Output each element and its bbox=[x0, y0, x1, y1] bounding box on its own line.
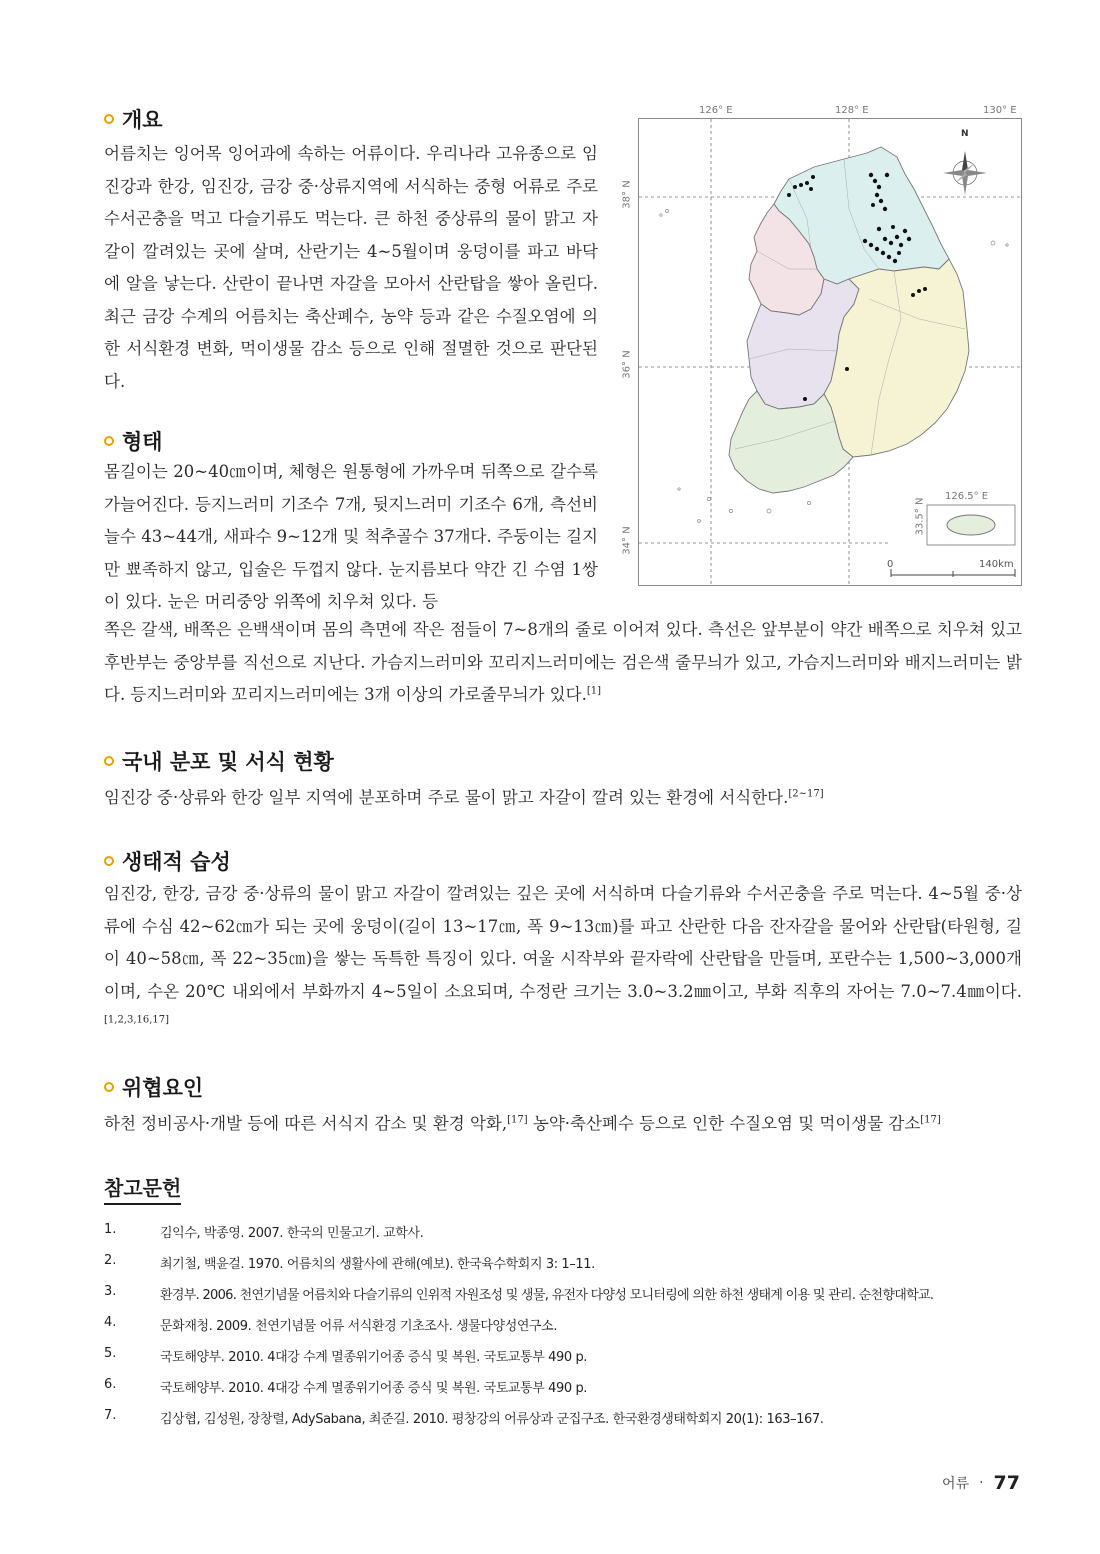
reference-item bbox=[104, 1346, 1024, 1377]
reference-item bbox=[104, 1284, 1024, 1315]
reference-item bbox=[104, 1377, 1024, 1408]
morphology-text-b-body: 쪽은 갈색, 배쪽은 은백색이며 몸의 측면에 작은 점들이 7~8개의 줄로 이어져 있다. 측선은 앞부분이 약간 배쪽으로 치우쳐 있고 후반부는 중앙부를 직선으로 지난다. 가슴지느러미와 꼬리지느러미에는 검은색 줄무늬가 있고, 가슴지느러미와 배지느러미는 밝다. 등지느러미와 꼬리지느러미에는 3개 이상의 가로줄무늬가 있다. bbox=[104, 620, 1022, 704]
section-title-distribution bbox=[104, 746, 334, 776]
overview-text: 어름치는 잉어목 잉어과에 속하는 어류이다. 우리나라 고유종으로 임진강과 한강, 임진강, 금강 중·상류지역에 서식하는 중형 어류로 주로 수서곤충을 먹고 다슬기류도 먹는다. 큰 하천 중상류의 물이 맑고 자갈이 깔려있는 곳에 살며, 산란기는 4~5월이며 웅덩이를 파고 바닥에 알을 낳는다. 산란이 끝나면 자갈을 모아서 산란탑을 쌓아 올린다. 최근 금강 수계의 어름치는 축산폐수, 농약 등과 같은 수질오염에 의한 서식환경 변화, 먹이생물 감소 등으로 인해 절멸한 것으로 판단된다. bbox=[104, 144, 598, 391]
reference-item bbox=[104, 1408, 1024, 1439]
map-svg bbox=[639, 119, 1021, 585]
reference-number: 3. bbox=[104, 1284, 117, 1299]
section-title-morphology bbox=[104, 426, 163, 456]
distribution-text-body: 임진강 중·상류와 한강 일부 지역에 분포하며 주로 물이 맑고 자갈이 깔려 있는 환경에 서식한다. bbox=[104, 788, 789, 807]
section-title-overview bbox=[104, 104, 163, 134]
ecology-text-body: 임진강, 한강, 금강 중·상류의 물이 맑고 자갈이 깔려있는 깊은 곳에 서식하며 다슬기류와 수서곤충을 주로 먹는다. 4~5월 중·상류에 수심 42~62㎝가 되는 곳에 웅덩이(길이 13~17㎝, 폭 9~13㎝)를 파고 산란한 다음 잔자갈을 물어와 산란탑(타원형, 길이 40~58㎝, 폭 22~35㎝)을 쌓는 독특한 특징이 있다. 여울 시작부와 끝자락에 산란탑을 만들며, 포란수는 1,500~3,000개이며, 수온 20℃ 내외에서 부화까지 4~5일이 소요되며, 수정란 크기는 3.0~3.2㎜이고, 부화 직후의 자어는 7.0~7.4㎜이다. bbox=[104, 884, 1022, 1001]
reference-text: 문화재청. 2009. 천연기념물 어류 서식환경 기초조사. 생물다양성연구소. bbox=[160, 1319, 558, 1334]
footer-separator: · bbox=[979, 1475, 984, 1491]
scale-end-label: 140km bbox=[979, 559, 1014, 570]
inset-lon-label: 126.5° E bbox=[945, 491, 989, 502]
morphology-text-a: 몸길이는 20~40㎝이며, 체형은 원통형에 가까우며 뒤쪽으로 갈수록 가늘어진다. 등지느러미 기조수 7개, 뒷지느러미 기조수 6개, 측선비늘수 43~44개, 새파수 9~12개 및 척추골수 37개다. 주둥이는 길지만 뾰족하지 않고, 입술은 두껍지 않다. 눈지름보다 약간 긴 수염 1쌍이 있다. 눈은 머리중앙 위쪽에 치우쳐 있다. 등 bbox=[104, 462, 598, 611]
lat-label: 36° N bbox=[621, 350, 633, 379]
reference-number: 2. bbox=[104, 1253, 117, 1268]
reference-item bbox=[104, 1315, 1024, 1346]
reference-number: 7. bbox=[104, 1408, 117, 1423]
bullet-icon bbox=[104, 756, 114, 766]
morphology-text-b bbox=[104, 614, 1022, 712]
section-title-text: 위협요인 bbox=[122, 1076, 204, 1100]
lon-label: 130° E bbox=[983, 105, 1017, 116]
section-title-threats bbox=[104, 1072, 203, 1102]
jeju-island bbox=[947, 515, 995, 535]
citation: [1,2,3,16,17] bbox=[104, 1014, 170, 1026]
references-title: 참고문헌 bbox=[104, 1172, 181, 1205]
reference-number: 6. bbox=[104, 1377, 117, 1392]
reference-text: 최기철, 백윤걸. 1970. 어름치의 생활사에 관해(예보). 한국육수학회지 3: 1–11. bbox=[160, 1257, 595, 1272]
distribution-text bbox=[104, 782, 1022, 815]
section-title-text: 국내 분포 및 서식 현황 bbox=[122, 750, 334, 774]
section-title-text: 생태적 습성 bbox=[122, 850, 231, 874]
lat-label: 34° N bbox=[621, 526, 633, 555]
north-label: N bbox=[961, 129, 969, 139]
citation: [17] bbox=[507, 1114, 528, 1126]
citation: [17] bbox=[920, 1114, 941, 1126]
reference-text: 환경부. 2006. 천연기념물 어름치와 다슬기류의 인위적 자원조성 및 생물, 유전자 다양성 모니터링에 의한 하천 생태계 이용 및 관리. 순천향대학교. bbox=[160, 1288, 934, 1303]
inset-lat-label: 33.5° N bbox=[914, 497, 926, 536]
page-footer bbox=[942, 1472, 1020, 1494]
bullet-icon bbox=[104, 1082, 114, 1092]
reference-text: 국토해양부. 2010. 4대강 수계 멸종위기어종 증식 및 복원. 국토교통부 490 p. bbox=[160, 1350, 588, 1365]
reference-text: 국토해양부. 2010. 4대강 수계 멸종위기어종 증식 및 복원. 국토교통부 490 p. bbox=[160, 1381, 588, 1396]
lat-label: 38° N bbox=[621, 180, 633, 209]
citation: [1] bbox=[586, 685, 601, 697]
section-title-text: 개요 bbox=[122, 108, 163, 132]
page-number: 77 bbox=[993, 1472, 1020, 1494]
section-title-text: 형태 bbox=[122, 430, 163, 454]
scale-start-label: 0 bbox=[887, 559, 894, 570]
reference-text: 김상협, 김성원, 장창렬, AdySabana, 최준길. 2010. 평창강의 어류상과 군집구조. 한국환경생태학회지 20(1): 163–167. bbox=[160, 1412, 824, 1427]
reference-list bbox=[104, 1222, 1024, 1439]
section-title-ecology bbox=[104, 846, 231, 876]
threats-text-b: 농약·축산폐수 등으로 인한 수질오염 및 먹이생물 감소 bbox=[527, 1114, 921, 1133]
citation: [2~17] bbox=[788, 788, 824, 800]
reference-item bbox=[104, 1253, 1024, 1284]
lon-label: 128° E bbox=[835, 105, 869, 116]
bullet-icon bbox=[104, 114, 114, 124]
scale-bar bbox=[891, 569, 1015, 577]
reference-number: 1. bbox=[104, 1222, 117, 1237]
bullet-icon bbox=[104, 436, 114, 446]
distribution-map bbox=[621, 105, 1022, 586]
lon-label: 126° E bbox=[699, 105, 733, 116]
threats-text bbox=[104, 1108, 1022, 1141]
compass-icon bbox=[943, 151, 987, 195]
bullet-icon bbox=[104, 856, 114, 866]
reference-number: 4. bbox=[104, 1315, 117, 1330]
reference-item bbox=[104, 1222, 1024, 1253]
ecology-text bbox=[104, 878, 1022, 1041]
threats-text-a: 하천 정비공사·개발 등에 따른 서식지 감소 및 환경 악화, bbox=[104, 1114, 508, 1133]
footer-section: 어류 bbox=[942, 1476, 970, 1492]
reference-text: 김익수, 박종영. 2007. 한국의 민물고기. 교학사. bbox=[160, 1226, 424, 1241]
reference-number: 5. bbox=[104, 1346, 117, 1361]
